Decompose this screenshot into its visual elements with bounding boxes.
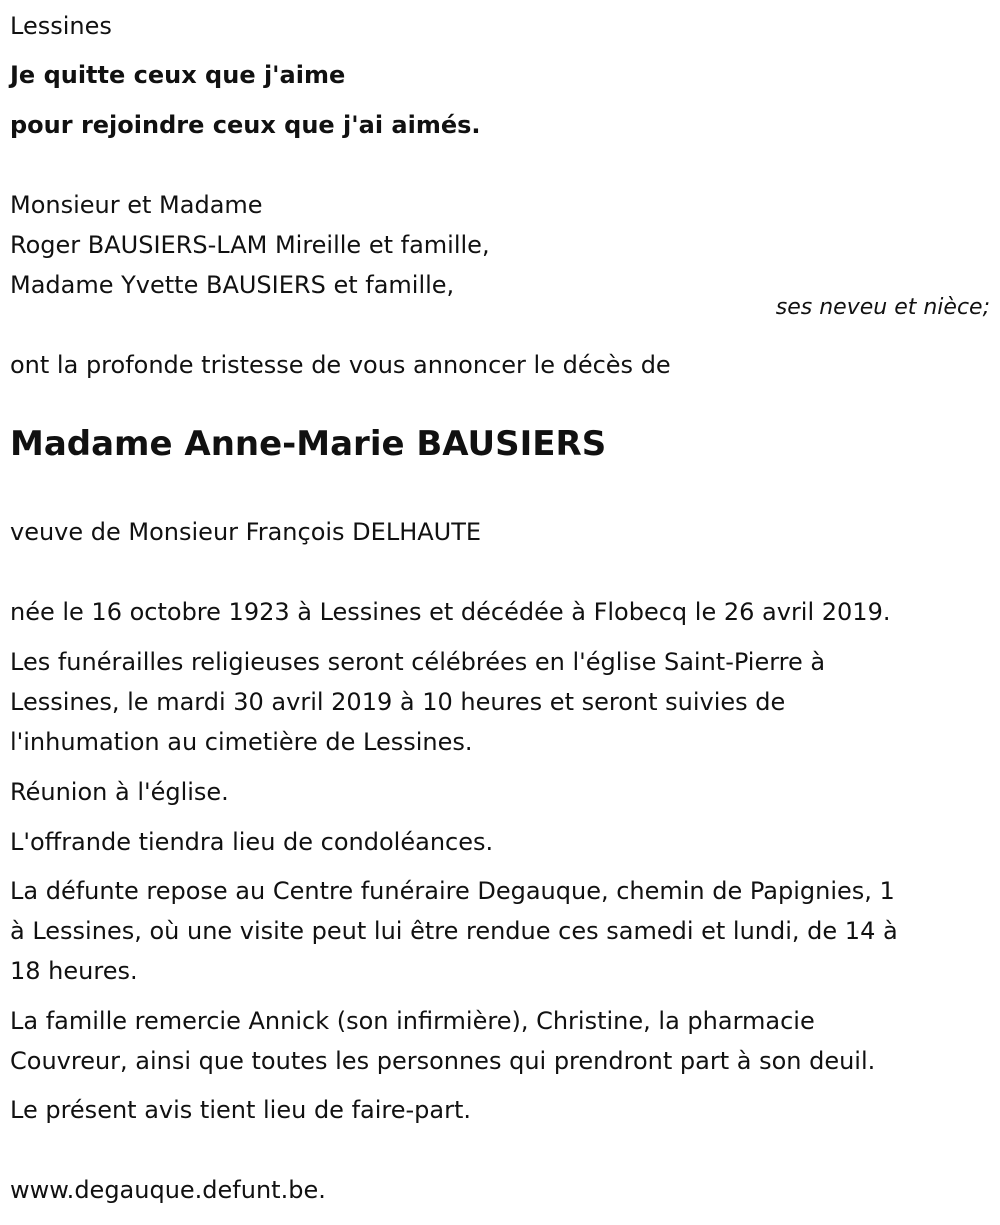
funeral-line-2: Lessines, le mardi 30 avril 2019 à 10 heures et seront suivies de	[10, 688, 786, 716]
city-label: Lessines	[10, 12, 112, 40]
meeting-text: Réunion à l'église.	[10, 778, 229, 806]
thanks-line-1: La famille remercie Annick (son infirmière), Christine, la pharmacie	[10, 1007, 815, 1035]
funeral-line-3: l'inhumation au cimetière de Lessines.	[10, 728, 473, 756]
rest-line-2: à Lessines, où une visite peut lui être rendue ces samedi et lundi, de 14 à	[10, 917, 898, 945]
website-text: www.degauque.defunt.be.	[10, 1176, 326, 1204]
offering-text: L'offrande tiendra lieu de condoléances.	[10, 828, 494, 856]
rest-line-1: La défunte repose au Centre funéraire Degauque, chemin de Papignies, 1	[10, 877, 895, 905]
birth-death: née le 16 octobre 1923 à Lessines et décédée à Flobecq le 26 avril 2019.	[10, 598, 891, 626]
family-line-2: Roger BAUSIERS-LAM Mireille et famille,	[10, 231, 490, 259]
quote-line-2: pour rejoindre ceux que j'ai aimés.	[10, 111, 481, 139]
funeral-line-1: Les funérailles religieuses seront célébrées en l'église Saint-Pierre à	[10, 648, 826, 676]
rest-line-3: 18 heures.	[10, 957, 138, 985]
family-line-1: Monsieur et Madame	[10, 191, 263, 219]
deceased-name: Madame Anne-Marie BAUSIERS	[10, 424, 607, 464]
widow-of: veuve de Monsieur François DELHAUTE	[10, 518, 482, 546]
quote-line-1: Je quitte ceux que j'aime	[10, 61, 346, 89]
announcement-text: ont la profonde tristesse de vous annoncer le décès de	[10, 351, 671, 379]
family-relation: ses neveu et nièce;	[775, 295, 990, 320]
notice-text: Le présent avis tient lieu de faire-part.	[10, 1096, 472, 1124]
thanks-line-2: Couvreur, ainsi que toutes les personnes qui prendront part à son deuil.	[10, 1047, 876, 1075]
family-line-3: Madame Yvette BAUSIERS et famille,	[10, 271, 455, 299]
